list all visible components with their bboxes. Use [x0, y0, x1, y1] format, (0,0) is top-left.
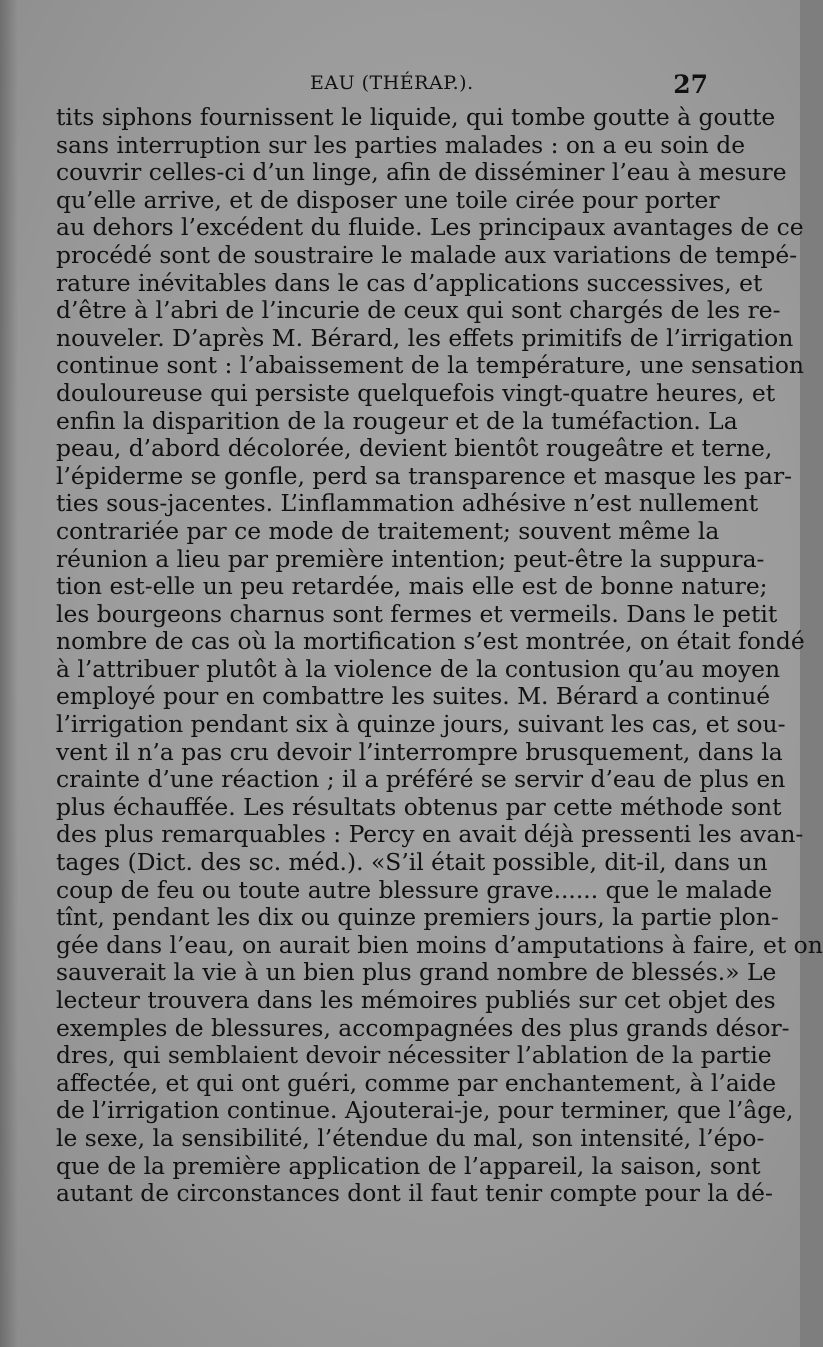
text-line: dres, qui semblaient devoir nécessiter l’ablation de la partie	[56, 1041, 772, 1070]
text-line: ties sous-jacentes. L’inflammation adhésive n’est nullement	[56, 489, 759, 518]
text-line: l’irrigation pendant six à quinze jours, suivant les cas, et sou-	[56, 710, 786, 739]
text-line: couvrir celles-ci d’un linge, afin de disséminer l’eau à mesure	[56, 158, 787, 187]
running-title: EAU (THÉRAP.).	[310, 72, 474, 94]
text-line: les bourgeons charnus sont fermes et vermeils. Dans le petit	[56, 599, 778, 628]
text-line: enfin la disparition de la rougeur et de la tuméfaction. La	[56, 406, 738, 435]
text-line: plus échauffée. Les résultats obtenus par cette méthode sont	[56, 792, 782, 821]
text-line: sans interruption sur les parties malades : on a eu soin de	[56, 130, 746, 159]
text-line: nombre de cas où la mortification s’est montrée, on était fondé	[56, 627, 805, 656]
text-line: l’épiderme se gonfle, perd sa transparence et masque les par-	[56, 461, 793, 490]
text-line: le sexe, la sensibilité, l’étendue du mal, son intensité, l’épo-	[56, 1123, 765, 1152]
text-line: nouveler. D’après M. Bérard, les effets primitifs de l’irrigation	[56, 323, 794, 352]
page-number: 27	[673, 70, 708, 99]
text-line: tits siphons fournissent le liquide, qui tombe goutte à goutte	[56, 103, 776, 131]
text-line: douloureuse qui persiste quelquefois vingt-quatre heures, et	[56, 378, 776, 407]
text-line: continue sont : l’abaissement de la température, une sensation	[56, 351, 804, 380]
text-line: tages (Dict. des sc. méd.). «S’il était possible, dit-il, dans un	[56, 848, 768, 877]
text-line: lecteur trouvera dans les mémoires publiés sur cet objet des	[56, 986, 776, 1014]
text-line: exemples de blessures, accompagnées des plus grands désor-	[56, 1013, 790, 1042]
text-line: qu’elle arrive, et de disposer une toile cirée pour porter	[56, 185, 720, 214]
text-line: affectée, et qui ont guéri, comme par enchantement, à l’aide	[56, 1068, 777, 1097]
text-line: coup de feu ou toute autre blessure grave...... que le malade	[56, 875, 773, 904]
text-line: autant de circonstances dont il faut tenir compte pour la dé-	[56, 1179, 773, 1208]
text-line: employé pour en combattre les suites. M. Bérard a continué	[56, 682, 771, 711]
text-line: gée dans l’eau, on aurait bien moins d’amputations à faire, et on	[56, 930, 823, 959]
text-line: que de la première application de l’appareil, la saison, sont	[56, 1151, 761, 1180]
text-line: tînt, pendant les dix ou quinze premiers jours, la partie plon-	[56, 903, 779, 932]
text-line: réunion a lieu par première intention; peut-être la suppura-	[56, 544, 765, 573]
text-line: des plus remarquables : Percy en avait déjà pressenti les avan-	[56, 820, 804, 849]
text-line: de l’irrigation continue. Ajouterai-je, pour terminer, que l’âge,	[56, 1096, 794, 1125]
text-line: procédé sont de soustraire le malade aux variations de tempé-	[56, 240, 798, 269]
text-line: à l’attribuer plutôt à la violence de la contusion qu’au moyen	[56, 654, 781, 683]
text-line: vent il n’a pas cru devoir l’interrompre brusquement, dans la	[56, 737, 783, 766]
text-line: rature inévitables dans le cas d’applications successives, et	[56, 268, 763, 297]
text-line: d’être à l’abri de l’incurie de ceux qui sont chargés de les re-	[56, 296, 781, 325]
text-line: tion est-elle un peu retardée, mais elle est de bonne nature;	[56, 572, 768, 601]
text-line: au dehors l’excédent du fluide. Les principaux avantages de ce	[56, 213, 804, 242]
text-line: sauverait la vie à un bien plus grand nombre de blessés.» Le	[56, 958, 777, 987]
text-line: contrariée par ce mode de traitement; souvent même la	[56, 516, 720, 545]
text-line: peau, d’abord décolorée, devient bientôt rougeâtre et terne,	[56, 434, 773, 463]
body-text	[56, 103, 823, 1208]
text-line: crainte d’une réaction ; il a préféré se servir d’eau de plus en	[56, 765, 786, 794]
running-head	[0, 70, 800, 100]
